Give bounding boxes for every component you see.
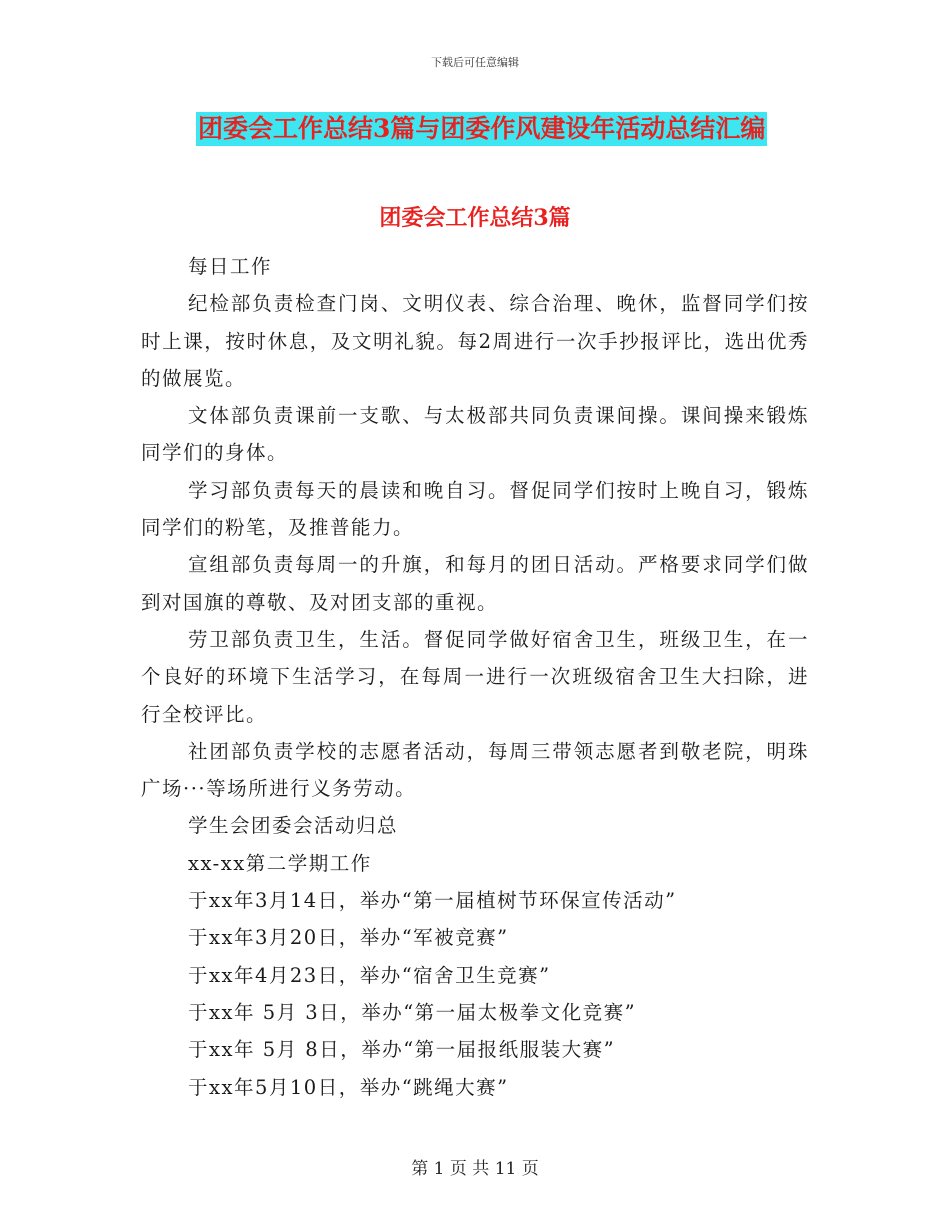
document-title: 团委会工作总结3篇与团委作风建设年活动总结汇编 xyxy=(196,112,767,146)
paragraph-sports-dept: 文体部负责课前一支歌、与太极部共同负责课间操。课间操来锻炼同学们的身体。 xyxy=(141,404,809,465)
paragraph-club-dept: 社团部负责学校的志愿者活动，每周三带领志愿者到敬老院，明珠广场···等场所进行义务劳动。 xyxy=(141,739,809,801)
list-item-event: 于xx年 5月 3日，举办“第一届太极拳文化竞赛” xyxy=(188,1000,637,1024)
document-body xyxy=(141,248,809,1106)
paragraph-daily-work: 每日工作 xyxy=(188,255,273,278)
paragraph-activity-summary: 学生会团委会活动归总 xyxy=(188,814,399,838)
list-item-event: 于xx年4月23日，举办“宿舍卫生竞赛” xyxy=(188,963,551,987)
paragraph-discipline-dept: 纪检部负责检查门岗、文明仪表、综合治理、晚休，监督同学们按时上课，按时休息，及文明礼貌。每2周进行一次手抄报评比，选出优秀的做展览。 xyxy=(141,292,809,390)
list-item-event: 于xx年5月10日，举办“跳绳大赛” xyxy=(188,1075,509,1099)
paragraph-publicity-dept: 宣组部负责每周一的升旗，和每月的团日活动。严格要求同学们做到对国旗的尊敬、及对团支部的重视。 xyxy=(141,553,809,614)
list-item-event: 于xx年3月20日，举办“军被竞赛” xyxy=(188,926,509,950)
list-item-event: 于xx年3月14日，举办“第一届植树节环保宣传活动” xyxy=(188,889,677,913)
paragraph-study-dept: 学习部负责每天的晨读和晚自习。督促同学们按时上晚自习，锻炼同学们的粉笔，及推普能力。 xyxy=(141,478,809,540)
paragraph-semester: xx-xx第二学期工作 xyxy=(188,851,372,875)
paragraph-labor-dept: 劳卫部负责卫生，生活。督促同学做好宿舍卫生，班级卫生，在一个良好的环境下生活学习，在每周一进行一次班级宿舍卫生大扫除，进行全校评比。 xyxy=(141,627,809,726)
list-item-event: 于xx年 5月 8日，举办“第一届报纸服装大赛” xyxy=(188,1038,616,1062)
page-footer: 第 1 页 共 11 页 xyxy=(411,1159,539,1179)
header-note: 下载后可任意编辑 xyxy=(431,56,519,69)
section-title: 团委会工作总结3篇 xyxy=(379,205,571,231)
